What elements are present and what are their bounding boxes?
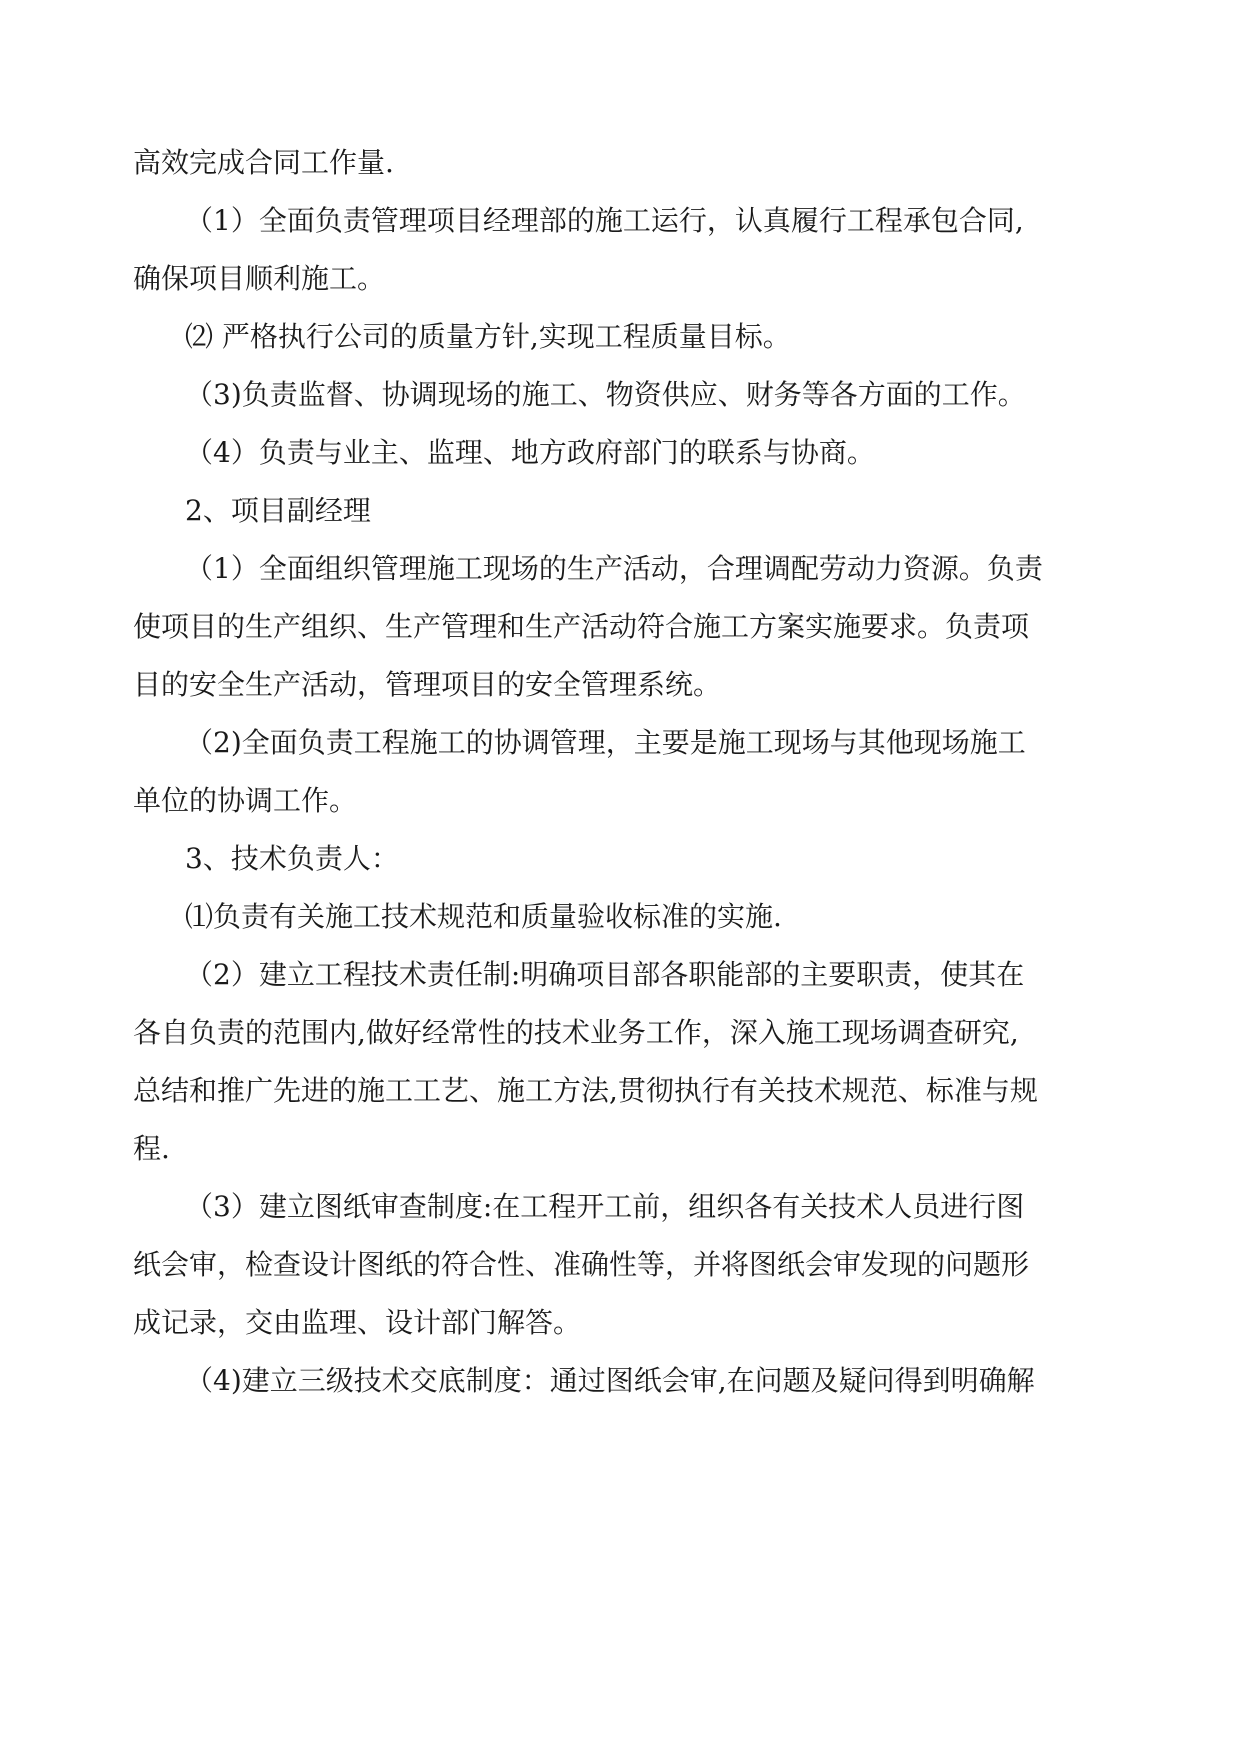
paragraph-line: ⑵ 严格执行公司的质量方针,实现工程质量目标。: [185, 320, 791, 353]
paragraph-line: （3）建立图纸审查制度:在工程开工前，组织各有关技术人员进行图: [185, 1190, 1025, 1223]
paragraph-line: （3)负责监督、协调现场的施工、物资供应、财务等各方面的工作。: [185, 378, 1026, 411]
paragraph-line: （2）建立工程技术责任制:明确项目部各职能部的主要职责，使其在: [185, 958, 1025, 991]
paragraph-line: 各自负责的范围内,做好经常性的技术业务工作，深入施工现场调查研究,: [133, 1016, 1019, 1049]
paragraph-line: 确保项目顺利施工。: [133, 262, 386, 295]
section-heading: 3、技术负责人：: [185, 842, 399, 875]
section-heading: 2、项目副经理: [185, 494, 371, 527]
paragraph-line: 纸会审，检查设计图纸的符合性、准确性等，并将图纸会审发现的问题形: [133, 1248, 1030, 1281]
paragraph-line: 目的安全生产活动，管理项目的安全管理系统。: [133, 668, 722, 701]
paragraph-line: （4）负责与业主、监理、地方政府部门的联系与协商。: [185, 436, 875, 469]
paragraph-line: （1）全面组织管理施工现场的生产活动，合理调配劳动力资源。负责: [185, 552, 1043, 585]
paragraph-line: 高效完成合同工作量.: [133, 146, 394, 179]
paragraph-line: （4)建立三级技术交底制度：通过图纸会审,在问题及疑问得到明确解: [185, 1364, 1035, 1397]
paragraph-line: （2)全面负责工程施工的协调管理，主要是施工现场与其他现场施工: [185, 726, 1026, 759]
paragraph-line: 使项目的生产组织、生产管理和生产活动符合施工方案实施要求。负责项: [133, 610, 1030, 643]
paragraph-line: 单位的协调工作。: [133, 784, 358, 817]
paragraph-line: 总结和推广先进的施工工艺、施工方法,贯彻执行有关技术规范、标准与规: [133, 1074, 1038, 1107]
paragraph-line: 程.: [133, 1132, 170, 1165]
paragraph-line: 成记录，交由监理、设计部门解答。: [133, 1306, 582, 1339]
paragraph-line: ⑴负责有关施工技术规范和质量验收标准的实施.: [185, 900, 782, 933]
paragraph-line: （1）全面负责管理项目经理部的施工运行，认真履行工程承包合同,: [185, 204, 1024, 237]
